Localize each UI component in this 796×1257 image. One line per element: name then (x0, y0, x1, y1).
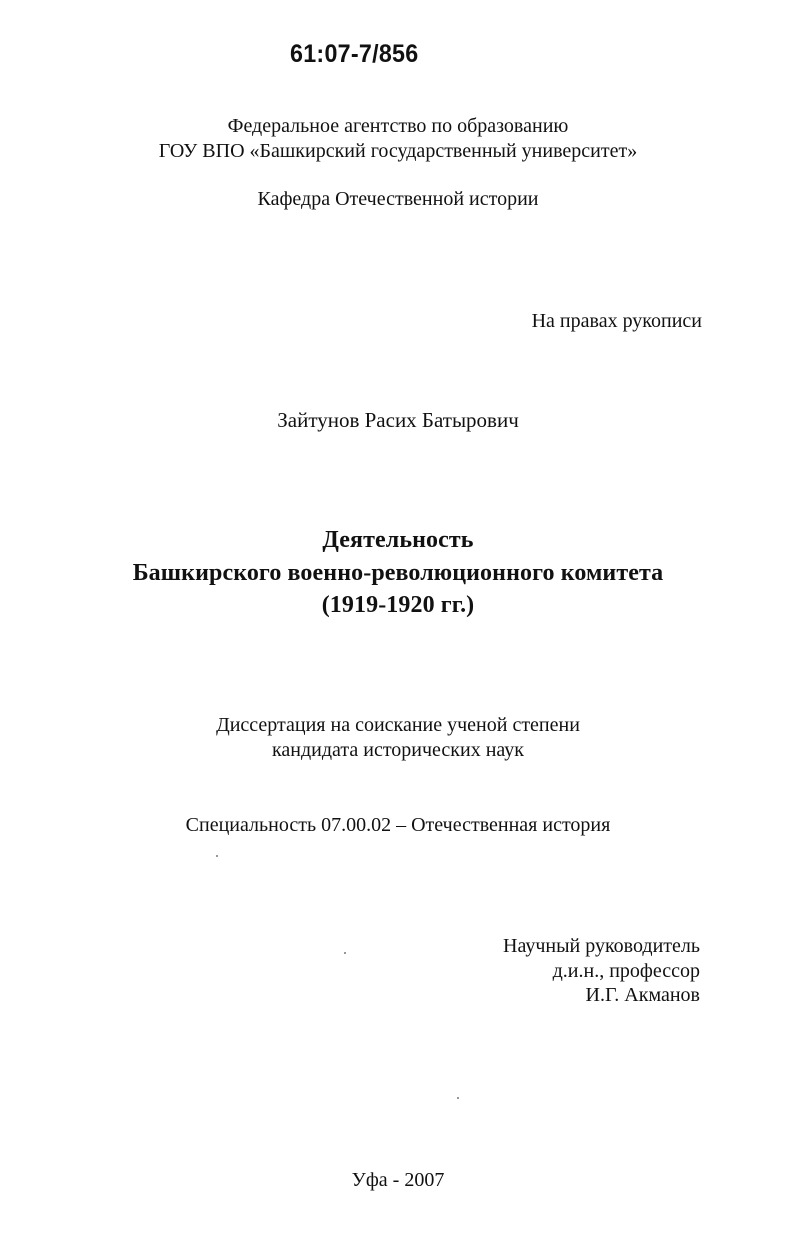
archive-stamp-number: 61:07-7/856 (290, 40, 419, 68)
author-name: Зайтунов Расих Батырович (277, 408, 519, 432)
specialty-line: Специальность 07.00.02 – Отечественная история (185, 814, 611, 836)
university-name: ГОУ ВПО «Башкирский государственный университет» (158, 140, 638, 162)
manuscript-rights-note: На правах рукописи (531, 310, 702, 332)
scan-speck (344, 952, 346, 954)
ministry-name: Федеральное агентство по образованию (227, 115, 569, 137)
degree-line-2: кандидата исторических наук (271, 739, 525, 761)
thesis-title-line-1: Деятельность (322, 527, 474, 553)
department-name: Кафедра Отечественной истории (257, 188, 539, 210)
scan-speck (457, 1097, 459, 1099)
city-year-footer: Уфа - 2007 (351, 1169, 445, 1191)
supervisor-name: И.Г. Акманов (585, 984, 700, 1006)
supervisor-credentials: д.и.н., профессор (552, 960, 700, 982)
thesis-title-line-3: (1919-1920 гг.) (321, 592, 475, 618)
thesis-title-line-2: Башкирского военно-революционного комитета (132, 560, 664, 586)
scan-speck (216, 855, 218, 857)
degree-line-1: Диссертация на соискание ученой степени (216, 714, 580, 736)
supervisor-role: Научный руководитель (503, 935, 700, 957)
